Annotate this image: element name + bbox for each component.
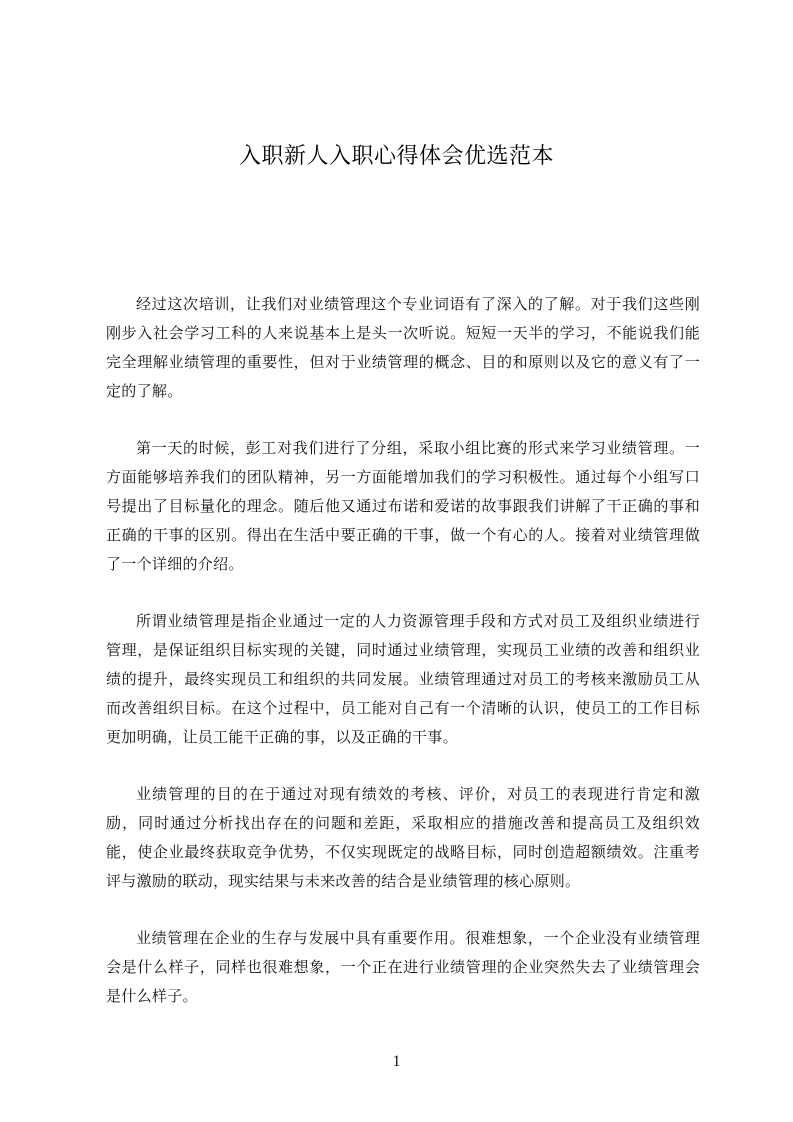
- paragraph-3: 所谓业绩管理是指企业通过一定的人力资源管理手段和方式对员工及组织业绩进行管理，是保证组织目标实现的关键，同时通过业绩管理，实现员工业绩的改善和组织业绩的提升，最终实现员工和组织的共同发展。业绩管理通过对员工的考核来激励员工从而改善组织目标。在这个过程中，员工能对自己有一个清晰的认识，使员工的工作目标更加明确，让员工能干正确的事，以及正确的干事。: [106, 612, 700, 746]
- document-title: 入职新人入职心得体会优选范本: [238, 144, 554, 169]
- paragraph-1: 经过这次培训，让我们对业绩管理这个专业词语有了深入的了解。对于我们这些刚刚步入社会学习工科的人来说基本上是头一次听说。短短一天半的学习，不能说我们能完全理解业绩管理的重要性，但对于业绩管理的概念、目的和原则以及它的意义有了一定的了解。: [106, 295, 700, 400]
- paragraph-5: 业绩管理在企业的生存与发展中具有重要作用。很难想象，一个企业没有业绩管理会是什么样子，同样也很难想象，一个正在进行业绩管理的企业突然失去了业绩管理会是什么样子。: [106, 929, 700, 1005]
- paragraph-2: 第一天的时候，彭工对我们进行了分组，采取小组比赛的形式来学习业绩管理。一方面能够培养我们的团队精神，另一方面能增加我们的学习积极性。通过每个小组写口号提出了目标量化的理念。随后他又通过布诺和爱诺的故事跟我们讲解了干正确的事和正确的干事的区别。得出在生活中要正确的干事，做一个有心的人。接着对业绩管理做了一个详细的介绍。: [106, 439, 700, 573]
- paragraph-4: 业绩管理的目的在于通过对现有绩效的考核、评价，对员工的表现进行肯定和激励，同时通过分析找出存在的问题和差距，采取相应的措施改善和提高员工及组织效能，使企业最终获取竞争优势，不仅实现既定的战略目标，同时创造超额绩效。注重考评与激励的联动，现实结果与未来改善的结合是业绩管理的核心原则。: [106, 785, 700, 890]
- page-number: 1: [392, 1053, 401, 1070]
- document-body: [106, 290, 700, 1039]
